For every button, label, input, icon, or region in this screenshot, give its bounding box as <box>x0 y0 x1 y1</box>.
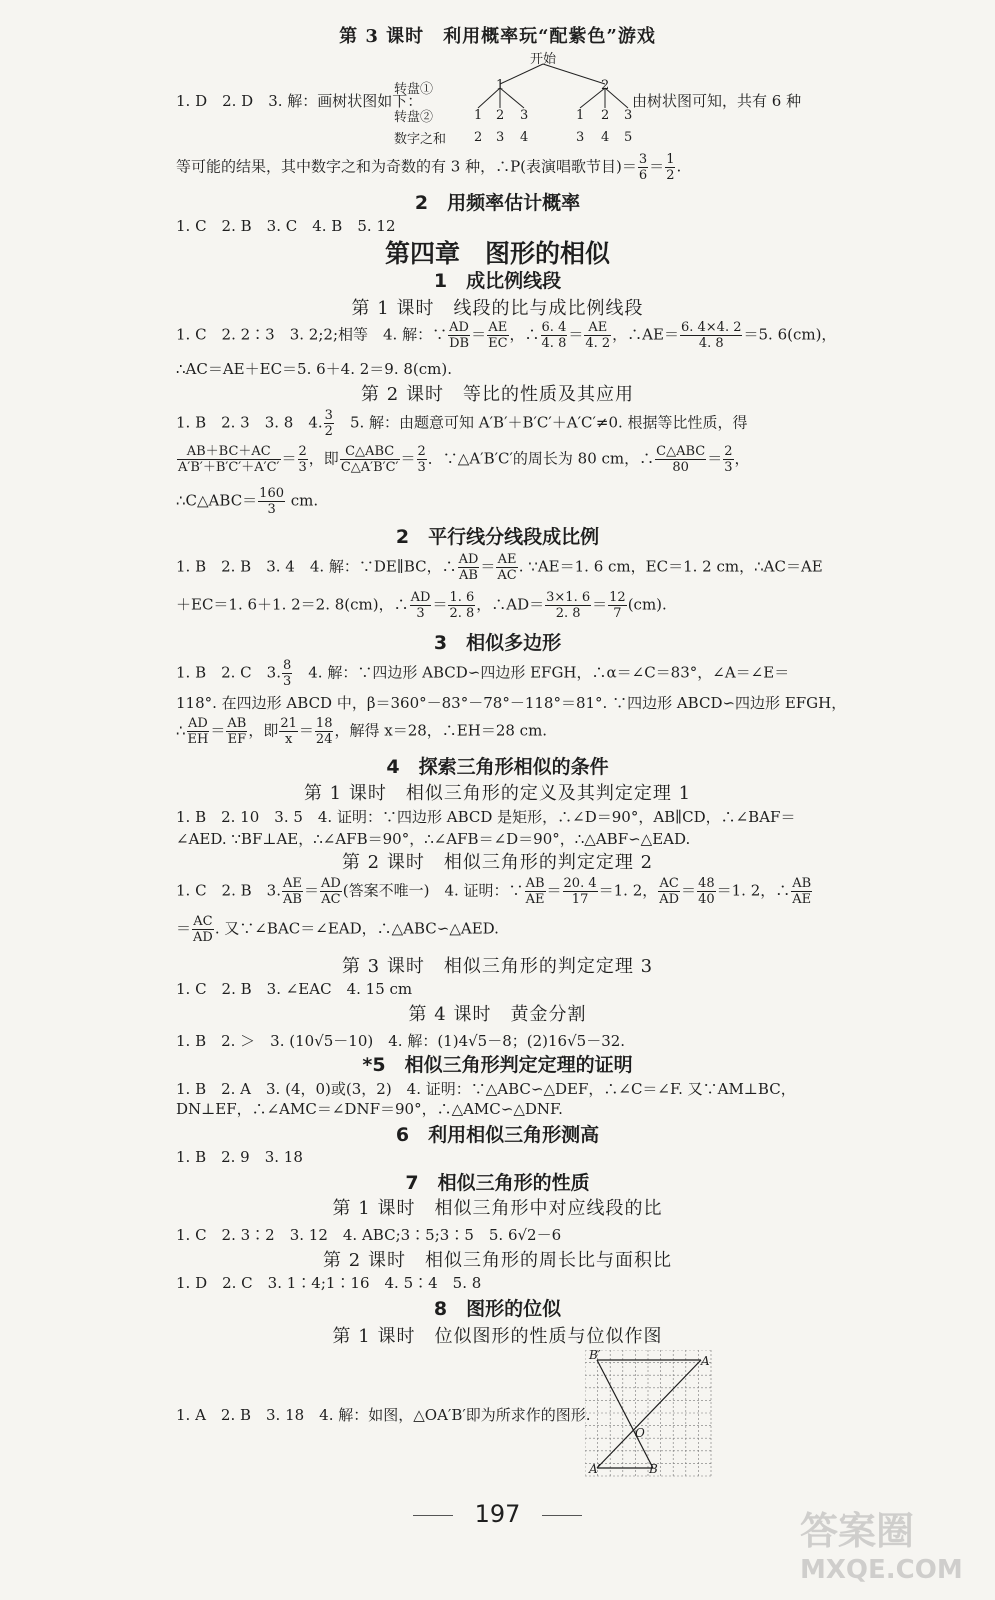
lesson-title-corresponding-segments: 第 1 课时 相似三角形中对应线段的比 <box>332 1198 663 1219</box>
text: cm. <box>286 491 319 510</box>
fraction <box>187 716 210 747</box>
section-title-similar-triangles: 4 探索三角形相似的条件 <box>386 756 609 778</box>
text: ＝5. 6(cm)， <box>743 325 837 344</box>
fraction <box>525 876 546 907</box>
num: AB＋BC＋AC <box>177 444 281 460</box>
fraction <box>282 658 292 689</box>
text: ，解得 x＝28，∴EH＝28 cm. <box>334 721 548 740</box>
fraction <box>723 444 733 475</box>
num: 1 <box>666 152 675 167</box>
den: 40 <box>698 892 715 907</box>
fraction <box>541 320 568 351</box>
num: 2 <box>298 444 307 459</box>
homothety-figure <box>585 1350 715 1484</box>
tree-second-3: 3 <box>520 108 529 123</box>
num: 6. 4×4. 2 <box>680 320 742 335</box>
answer-line-s41-4: $\frac{AB+BC+AC}{A'B'+B'C'+A'C'}$ ＝ $\frac{2}{3}$ ，即 C△ABC C△A′B′C′ ＝ $\frac{2}{3}$ ．∵△A′B′C′的周长为 80 cm，∴ C△ABC 80 ＝ $\frac{2}{3}$ ， <box>178 444 750 475</box>
answer-line-s45-1: 1. B 2. A 3. (4，0)或(3，2) 4. 证明：∵△ABC∽△DEF，∴∠C＝∠F. 又∵AM⊥BC， <box>176 1080 796 1098</box>
den: x <box>284 732 293 747</box>
num: C△ABC <box>340 444 400 460</box>
den: 80 <box>672 460 689 475</box>
fraction <box>496 552 517 583</box>
fraction <box>448 320 470 351</box>
text: ，即 <box>308 449 339 468</box>
tree-second-1: 1 <box>474 108 483 123</box>
answer-line-s44-5: 1. C 2. B 3. ∠EAC 4. 15 cm <box>176 980 413 998</box>
answer-line-s42-1: 1. B 2. B 3. 4 4. 解：∵DE∥BC，∴ $\frac{AD}{AB}$ ＝ $\frac{AE}{AC}$ . ∵AE＝1. 6 cm，EC＝1. 2 cm，∴AC＝AE <box>176 552 823 583</box>
den: 2 <box>324 424 333 439</box>
den: AE <box>792 892 812 907</box>
fraction <box>680 320 743 351</box>
num: 1. 6 <box>449 590 475 605</box>
tree-sum-3: 4 <box>520 130 529 145</box>
answer-line-s47-2: 1. D 2. C 3. 1∶4;1∶16 4. 5∶4 5. 8 <box>176 1274 482 1292</box>
page-rule-right <box>542 1515 582 1516</box>
den: AD <box>193 930 213 945</box>
text: (cm). <box>627 595 667 614</box>
section-title-proportional-segments: 1 成比例线段 <box>433 270 562 292</box>
text: . ∵AE＝1. 6 cm，EC＝1. 2 cm，∴AC＝AE <box>518 557 823 576</box>
num: 3 <box>638 152 648 167</box>
text: 1. B 2. B 3. 4 4. 解：∵DE∥BC，∴ <box>176 557 457 576</box>
fraction <box>226 716 247 747</box>
fraction <box>177 444 281 475</box>
homothety-grid <box>585 1350 715 1480</box>
tree-first-1: 1 <box>496 78 505 93</box>
text: ＝ <box>649 157 665 176</box>
tree-row3-label: 数字之和 <box>394 132 447 147</box>
den: 2. 8 <box>449 606 475 621</box>
fraction <box>282 876 303 907</box>
tree-diagram <box>394 46 640 156</box>
text: ∴ <box>176 721 186 740</box>
den: 2 <box>666 168 675 183</box>
fraction <box>545 590 591 621</box>
lesson-title-probability-game: 第 3 课时 利用概率玩“配紫色”游戏 <box>339 26 656 47</box>
fraction <box>665 152 675 183</box>
fraction <box>487 320 508 351</box>
text: ＝ <box>176 919 192 938</box>
den: AD <box>659 892 680 907</box>
num: AD <box>449 320 469 335</box>
answer-line-s44-1: 1. B 2. 10 3. 5 4. 证明：∵四边形 ABCD 是矩形，∴∠D＝90°，AB∥CD，∴∠BAF＝ <box>176 808 796 826</box>
num: 3×1. 6 <box>546 590 591 605</box>
den: 3 <box>267 502 276 517</box>
num: AB <box>792 876 812 891</box>
den: AB <box>282 892 302 907</box>
text: ，∴ <box>509 325 540 344</box>
answer-line-s43-1 <box>176 658 789 689</box>
lesson-title-equal-ratio: 第 2 课时 等比的性质及其应用 <box>361 384 634 405</box>
answer-line-s48: 1. A 2. B 3. 18 4. 解：如图，△OA′B′即为所求作的图形. <box>176 1406 591 1424</box>
den: A′B′＋B′C′＋A′C′ <box>178 460 280 475</box>
chapter-title: 第四章 图形的相似 <box>384 239 610 268</box>
tree-sum-5: 4 <box>601 130 610 145</box>
answer-line-s44-3: 1. C 2. B 3. $\frac{AE}{AB}$ ＝ $\frac{AD}{AC}$ (答案不唯一) 4. 证明：∵ $\frac{AB}{AE}$ ＝ $\frac{20. 4}{17}$ ＝1. 2， $\frac{AC}{AD}$ ＝ $\frac{48}{40}$ ＝1. 2，∴ $\frac{AB}{AE}$ <box>176 876 812 907</box>
fraction <box>791 876 812 907</box>
fraction <box>320 876 342 907</box>
text: . 又∵∠BAC＝∠EAD，∴△ABC∽△AED. <box>214 919 499 938</box>
text: 4. 解：∵四边形 ABCD∽四边形 EFGH，∴α＝∠C＝83°，∠A＝∠E＝ <box>293 663 790 682</box>
fraction <box>258 486 285 517</box>
num: 160 <box>259 486 284 501</box>
fraction <box>192 914 214 945</box>
answer-line-s1-right: 由树状图可知，共有 6 种 <box>632 92 802 110</box>
den: 3 <box>282 674 292 689</box>
tree-second-5: 2 <box>601 108 610 123</box>
label-a: A <box>701 1354 710 1368</box>
text: 1. C 2. 2∶3 3. 2;2;相等 4. 解：∵ <box>176 325 448 344</box>
fraction <box>458 552 480 583</box>
den: AC <box>321 892 341 907</box>
answer-line-s43-3: ∴ $\frac{AD}{EH}$ ＝ $\frac{AB}{EF}$ ，即 $\frac{21}{x}$ ＝ $\frac{18}{24}$ ，解得 x＝28，∴EH＝28 cm. <box>176 716 548 747</box>
num: 21 <box>280 716 297 731</box>
tree-row2-label: 转盘② <box>394 110 434 125</box>
num: 2 <box>724 444 733 459</box>
page-number-text: 197 <box>474 1500 521 1528</box>
den: EH <box>187 732 209 747</box>
num: 6. 4 <box>541 320 567 335</box>
num: 48 <box>698 876 715 891</box>
answer-line-s42-2: ＋EC＝1. 6＋1. 2＝2. 8(cm)，∴ $\frac{AD}{3}$ ＝ $\frac{1. 6}{2. 8}$ ，∴AD＝ $\frac{3\times 1. 6}{2. 8}$ ＝ $\frac{12}{7}$ (cm). <box>176 590 667 621</box>
den: 4. 8 <box>541 336 567 351</box>
section-title-similar-polygons: 3 相似多边形 <box>433 632 562 654</box>
num: 8 <box>282 658 292 673</box>
num: 12 <box>609 590 626 605</box>
tree-sum-6: 5 <box>624 130 633 145</box>
den: C△A′B′C′ <box>340 460 399 475</box>
answer-line-s47-1: 1. C 2. 3∶2 3. 12 4. ABC;3∶5;3∶5 5. 6√2－6 <box>176 1226 562 1244</box>
num: C△ABC <box>656 444 706 459</box>
fraction <box>279 716 298 747</box>
den: DB <box>449 336 470 351</box>
tree-second-2: 2 <box>496 108 505 123</box>
lesson-title-theorem-3: 第 3 课时 相似三角形的判定定理 3 <box>341 956 654 977</box>
section-title-frequency: 2 用频率估计概率 <box>414 192 581 214</box>
den: AC <box>497 568 517 583</box>
num: AC <box>659 876 679 891</box>
watermark-top: 答案圈 <box>800 1509 915 1553</box>
label-o: O <box>635 1426 645 1440</box>
num: AE <box>283 876 302 891</box>
answer-line-s1-2 <box>176 152 681 183</box>
fraction <box>655 444 706 475</box>
text: 等可能的结果，其中数字之和为奇数的有 3 种，∴P(表演唱歌节目)＝ <box>176 157 637 176</box>
den: EC <box>488 336 508 351</box>
den: 2. 8 <box>555 606 581 621</box>
text: 5. 解：由题意可知 A′B′＋B′C′＋A′C′≠0. 根据等比性质，得 <box>334 413 748 432</box>
num: AD <box>410 590 431 605</box>
num: AD <box>458 552 479 567</box>
lesson-title-golden-section: 第 4 课时 黄金分割 <box>408 1004 587 1025</box>
section-title-triangle-properties: 7 相似三角形的性质 <box>405 1172 590 1194</box>
fraction <box>324 408 334 439</box>
fraction <box>448 590 475 621</box>
answer-line-s45-2: DN⊥EF，∴∠AMC＝∠DNF＝90°，∴△AMC∽△DNF. <box>176 1100 563 1118</box>
text: 1. C 2. B 3. <box>176 881 281 900</box>
text: ．∵△A′B′C′的周长为 80 cm，∴ <box>427 449 655 468</box>
label-b-prime: B′ <box>589 1348 601 1362</box>
fraction <box>298 444 308 475</box>
lesson-title-theorem-2: 第 2 课时 相似三角形的判定定理 2 <box>341 852 654 873</box>
fraction <box>417 444 427 475</box>
fraction <box>563 876 598 907</box>
text: ，∴AD＝ <box>476 595 545 614</box>
lesson-title-perimeter-area: 第 2 课时 相似三角形的周长比与面积比 <box>323 1250 672 1271</box>
section-title-theorem-proof: *5 相似三角形判定定理的证明 <box>362 1054 633 1076</box>
den: 3 <box>417 460 426 475</box>
section-title-homothety: 8 图形的位似 <box>433 1298 562 1320</box>
num: 3 <box>324 408 333 423</box>
text: . <box>676 157 682 176</box>
answer-line-s43-2: 118°. 在四边形 ABCD 中，β＝360°－83°－78°－118°＝81°. ∵四边形 ABCD∽四边形 EFGH， <box>176 694 847 712</box>
tree-first-2: 2 <box>601 78 610 93</box>
answer-line-s1-left: 1. D 2. D 3. 解：画树状图如下： <box>176 92 423 110</box>
fraction <box>608 590 627 621</box>
text: ，即 <box>248 721 279 740</box>
tree-row1-label: 转盘① <box>394 82 434 97</box>
tree-second-4: 1 <box>576 108 585 123</box>
text: ＝1. 2， <box>598 881 658 900</box>
den: 4. 2 <box>585 336 611 351</box>
den: 7 <box>613 606 622 621</box>
answer-line-s41-1: 1. C 2. 2∶3 3. 2;2;相等 4. 解：∵ $\frac{AD}{DB}$ ＝ $\frac{AE}{EC}$ ，∴ $\frac{6. 4}{4. 8}$ ＝ $\frac{AE}{4. 2}$ ，∴AE＝ $\frac{6. 4\times 4. 2}{4. 8}$ ＝5. 6(cm)， <box>176 320 837 351</box>
label-b: B <box>649 1462 658 1476</box>
answer-line-s46: 1. B 2. 9 3. 18 <box>176 1148 303 1166</box>
answer-line-s44-6: 1. B 2. ＞ 3. (10√5－10) 4. 解：(1)4√5－8；(2)16√5－32. <box>176 1032 626 1050</box>
num: AC <box>193 914 213 929</box>
den: 3 <box>298 460 307 475</box>
watermark-bottom: MXQE.COM <box>800 1555 963 1585</box>
label-a-prime: A′ <box>589 1462 601 1476</box>
num: AB <box>227 716 247 731</box>
fraction <box>584 320 611 351</box>
watermark-logo <box>800 1500 980 1590</box>
text: ∴C△ABC＝ <box>176 491 258 510</box>
text: 1. B 2. C 3. <box>176 663 281 682</box>
tree-sum-2: 3 <box>496 130 505 145</box>
num: 18 <box>315 716 333 731</box>
text: ，∴AE＝ <box>612 325 679 344</box>
num: AD <box>320 876 341 891</box>
fraction <box>638 152 648 183</box>
fraction <box>315 716 334 747</box>
den: 6 <box>638 168 648 183</box>
text: (答案不唯一) 4. 证明：∵ <box>342 881 524 900</box>
num: AE <box>488 320 508 335</box>
num: AB <box>525 876 545 891</box>
num: AD <box>188 716 208 731</box>
den: 3 <box>416 606 425 621</box>
den: 24 <box>315 732 333 747</box>
page-rule-left <box>413 1515 453 1516</box>
num: AE <box>497 552 517 567</box>
fraction <box>658 876 680 907</box>
den: 4. 8 <box>698 336 724 351</box>
den: AE <box>525 892 545 907</box>
section-title-parallel-lines: 2 平行线分线段成比例 <box>395 526 600 548</box>
num: 20. 4 <box>563 876 597 891</box>
fraction <box>410 590 432 621</box>
lesson-title-homothety-construction: 第 1 课时 位似图形的性质与位似作图 <box>332 1326 663 1347</box>
num: 2 <box>417 444 426 459</box>
tree-sum-1: 2 <box>474 130 483 145</box>
answer-line-s44-4 <box>176 914 499 945</box>
section-title-height-measure: 6 利用相似三角形测高 <box>395 1124 600 1146</box>
answer-line-s2: 1. C 2. B 3. C 4. B 5. 12 <box>176 217 396 235</box>
lesson-title-theorem-1: 第 1 课时 相似三角形的定义及其判定定理 1 <box>303 783 692 804</box>
text: ＋EC＝1. 6＋1. 2＝2. 8(cm)，∴ <box>176 595 409 614</box>
den: AB <box>459 568 478 583</box>
den: EF <box>227 732 247 747</box>
text: 1. B 2. 3 3. 8 4. <box>176 413 323 432</box>
text: ＝1. 2，∴ <box>716 881 791 900</box>
den: 3 <box>724 460 733 475</box>
answer-line-s41-5 <box>176 486 318 517</box>
tree-sum-4: 3 <box>576 130 585 145</box>
answer-line-s41-2: ∴AC＝AE＋EC＝5. 6＋4. 2＝9. 8(cm). <box>176 360 453 378</box>
fraction <box>340 444 400 475</box>
fraction <box>697 876 716 907</box>
answer-line-s41-3 <box>176 408 748 439</box>
tree-start-label: 开始 <box>530 52 557 67</box>
tree-second-6: 3 <box>624 108 633 123</box>
lesson-title-segment-ratio: 第 1 课时 线段的比与成比例线段 <box>351 298 644 319</box>
answer-line-s44-2: ∠AED. ∵BF⊥AE，∴∠AFB＝90°，∴∠AFB＝∠D＝90°，∴△ABF∽△EAD. <box>176 830 691 848</box>
num: AE <box>584 320 611 336</box>
den: 17 <box>571 892 589 907</box>
